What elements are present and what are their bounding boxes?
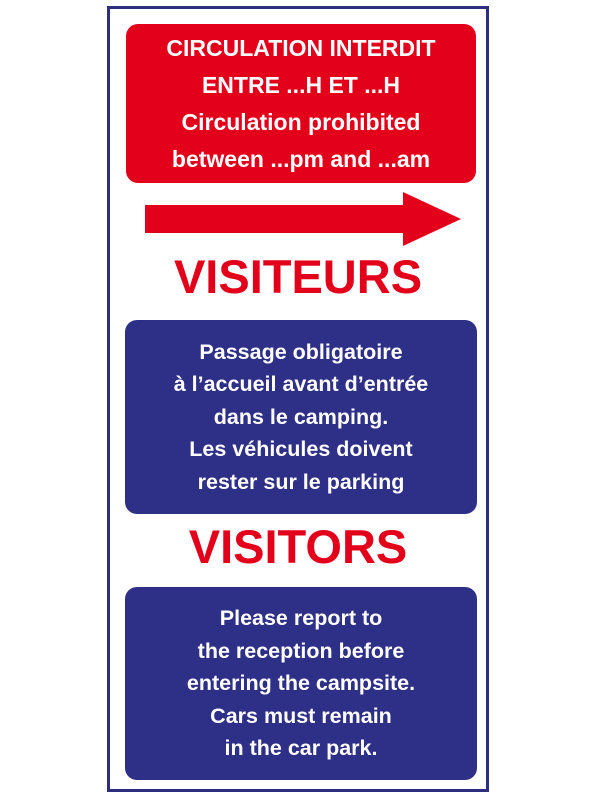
- heading-visiteurs: VISITEURS: [173, 250, 423, 303]
- notice-line: between ...pm and ...am: [171, 145, 431, 172]
- right-arrow-icon: [145, 192, 461, 246]
- notice-line: Cars must remain: [210, 703, 392, 728]
- circulation-prohibited-notice: [126, 24, 476, 183]
- notice-line: Please report to: [219, 606, 383, 631]
- notice-line: CIRCULATION INTERDIT: [166, 34, 436, 61]
- heading-visitors: VISITORS: [188, 520, 408, 573]
- visitor-notice-french: [125, 320, 477, 514]
- notice-line: Les véhicules doivent: [189, 437, 413, 462]
- notice-line: entering the campsite.: [186, 671, 416, 696]
- campsite-sign: [107, 6, 489, 792]
- notice-line: dans le camping.: [213, 404, 389, 429]
- notice-line: the reception before: [197, 638, 405, 663]
- notice-line: à l’accueil avant d’entrée: [173, 372, 429, 397]
- notice-line: Circulation prohibited: [181, 108, 421, 135]
- notice-line: ENTRE ...H ET ...H: [201, 71, 401, 98]
- notice-line: Passage obligatoire: [199, 339, 403, 364]
- visitor-notice-english: [125, 587, 477, 780]
- notice-line: in the car park.: [224, 736, 378, 761]
- notice-line: rester sur le parking: [197, 469, 405, 494]
